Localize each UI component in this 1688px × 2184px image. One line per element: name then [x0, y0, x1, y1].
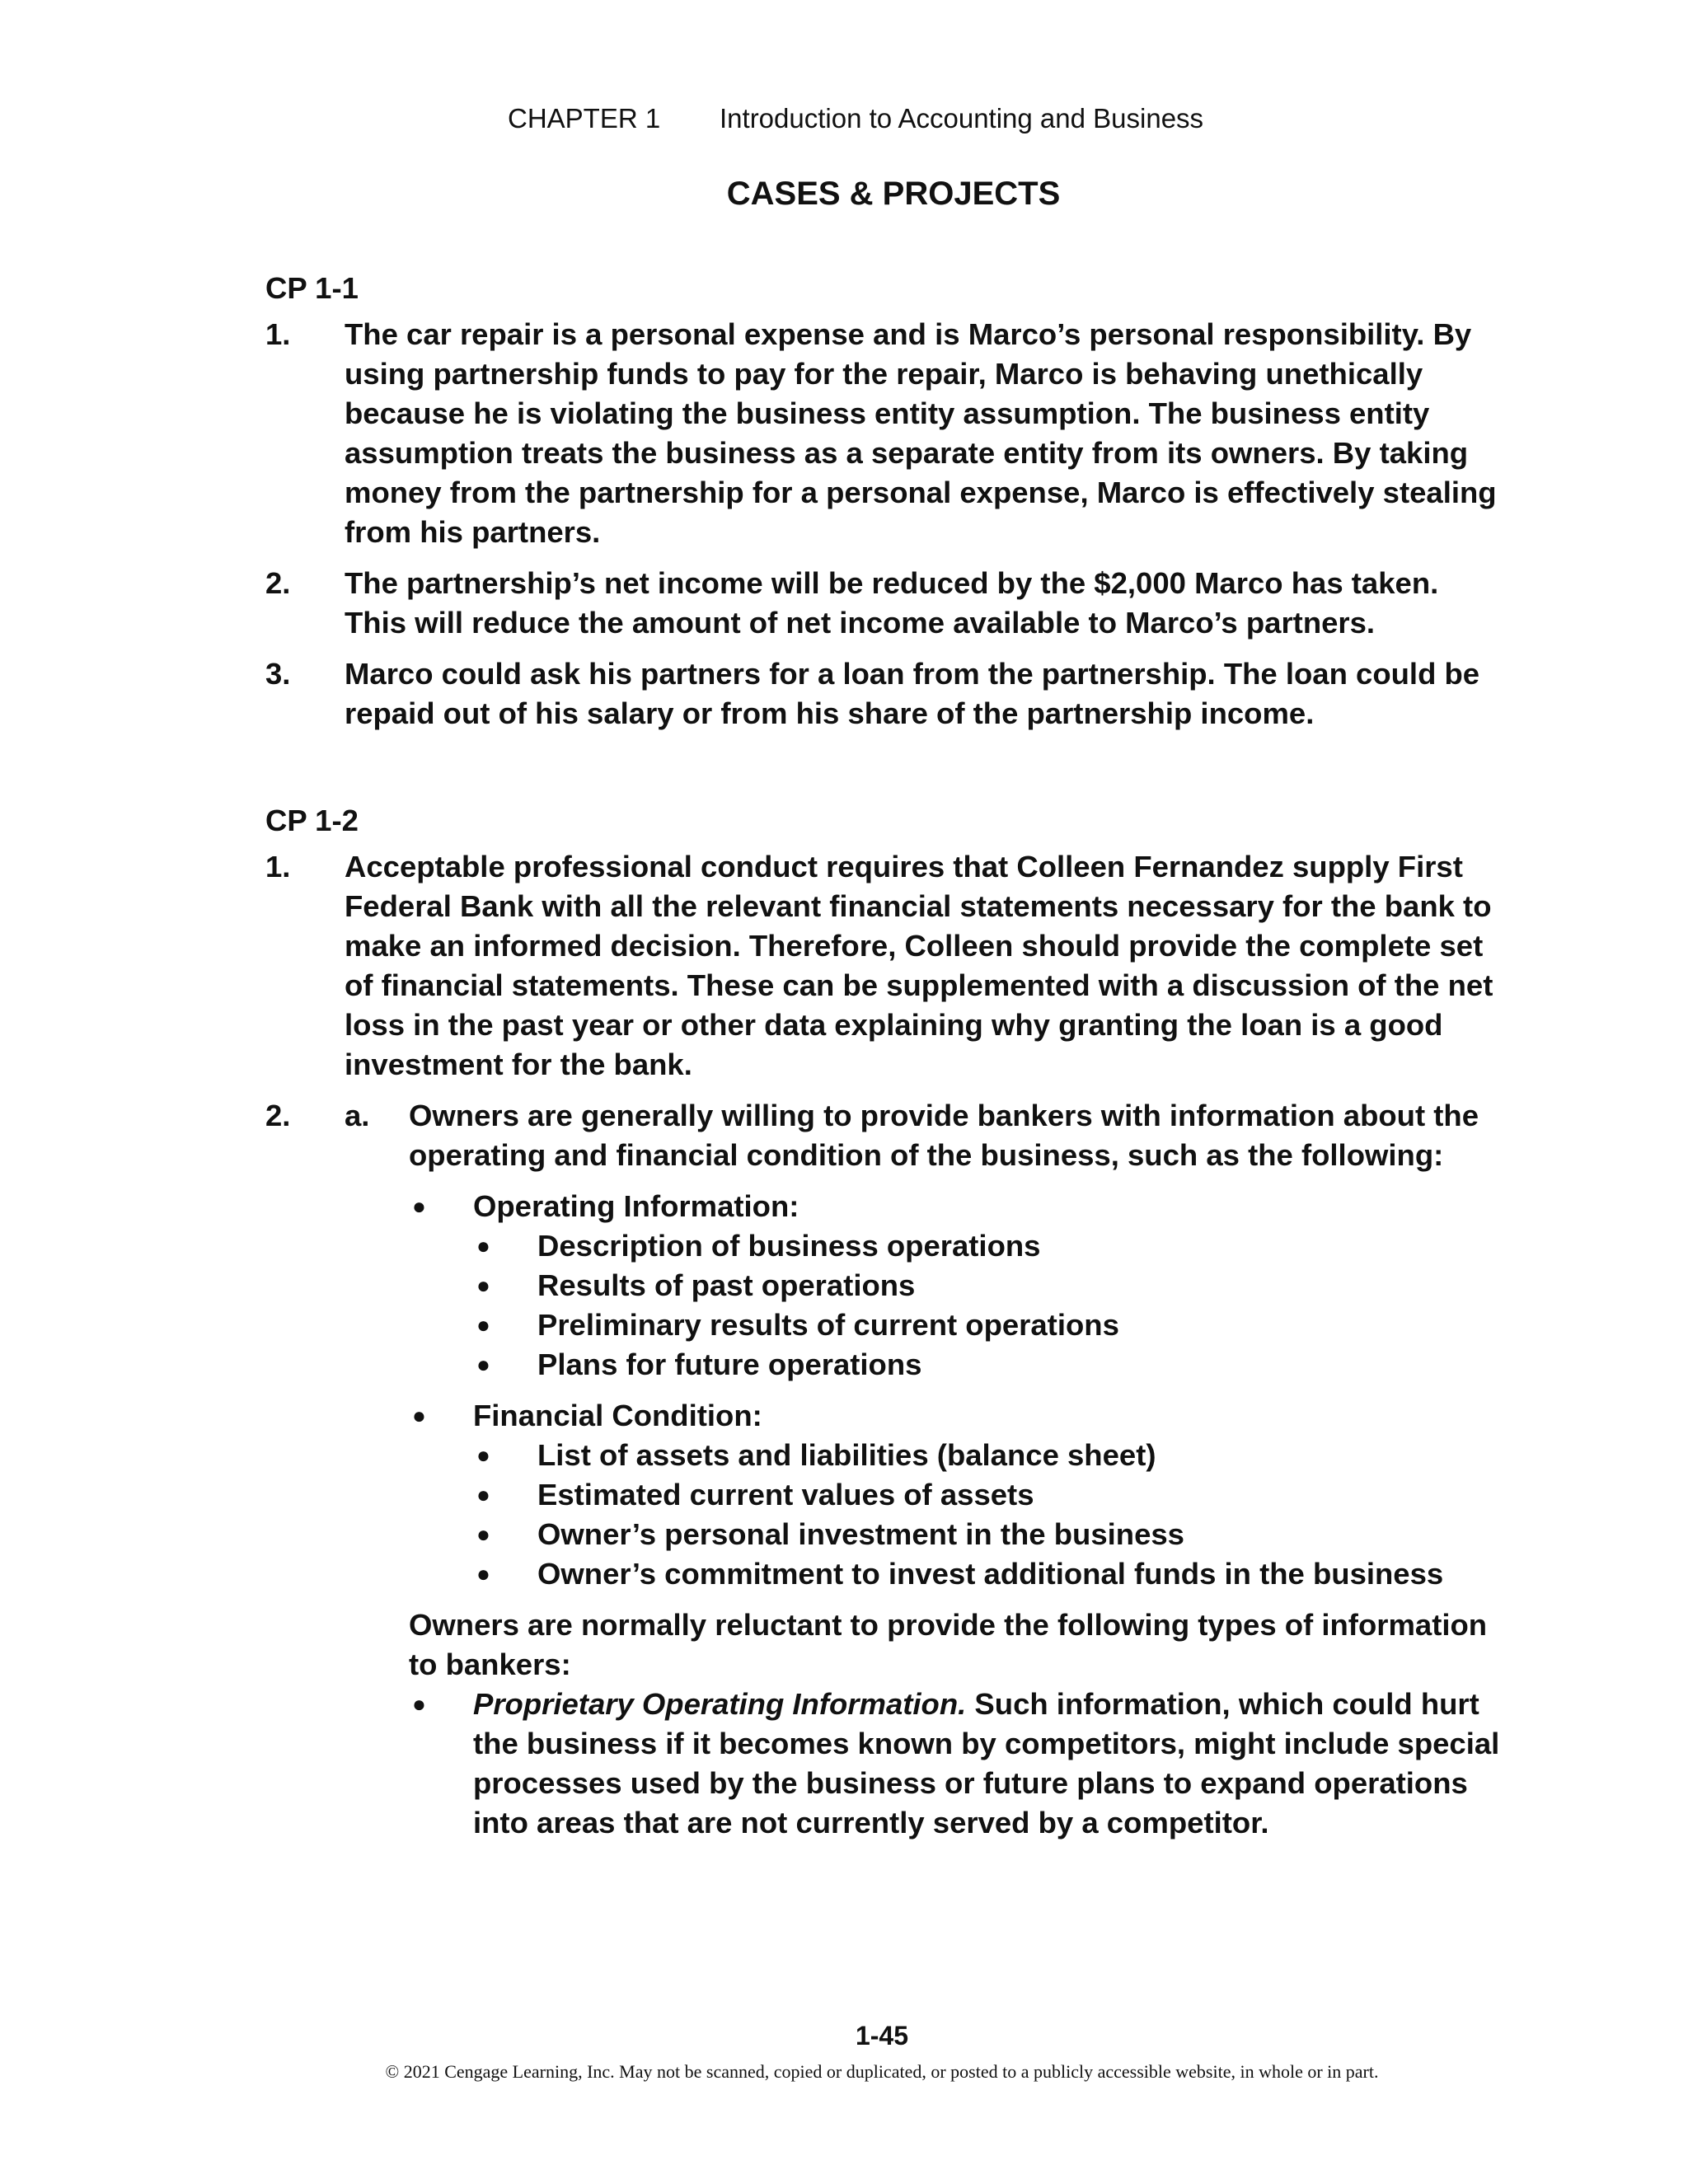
chapter-title: Introduction to Accounting and Business	[720, 103, 1204, 134]
nested-bullet	[473, 1515, 1502, 1554]
page-number: 1-45	[855, 2021, 909, 2050]
list-item	[265, 654, 1502, 733]
item-number: 2.	[265, 566, 291, 600]
item-number: 1.	[265, 317, 291, 351]
bullet-icon: ●	[476, 1561, 490, 1586]
nested-bullet-text: Estimated current values of assets	[537, 1478, 1034, 1511]
bullet-icon: ●	[476, 1312, 490, 1338]
bullet-title: Operating Information:	[473, 1189, 799, 1223]
item-number: 1.	[265, 850, 291, 883]
nested-bullet	[473, 1226, 1502, 1266]
bullet-icon: ●	[476, 1442, 490, 1468]
sub-item-intro: Owners are generally willing to provide bankers with information about the operating and financial condition of the business, such as the following:	[409, 1099, 1479, 1172]
bullet-icon: ●	[412, 1691, 426, 1717]
item-text: Marco could ask his partners for a loan from the partnership. The loan could be repaid out of his salary or from his share of the partnership income.	[345, 657, 1480, 730]
nested-bullet-text: Owner’s commitment to invest additional funds in the business	[537, 1557, 1444, 1591]
list-item	[265, 1096, 1502, 1843]
case-heading: CP 1-1	[265, 271, 359, 305]
nested-bullet	[473, 1345, 1502, 1385]
nested-bullet	[473, 1475, 1502, 1515]
nested-bullet-text: Description of business operations	[537, 1229, 1041, 1263]
bullet-text: Such information, which could hurt the business if it becomes known by competitors, might include special processes used by the business or future plans to expand operations into areas that are not currently served by a competitor.	[473, 1687, 1500, 1840]
bullet-label: Proprietary Operating Information.	[473, 1687, 967, 1721]
list-item	[265, 564, 1502, 643]
bullet-icon: ●	[476, 1272, 490, 1298]
item-text: Acceptable professional conduct requires that Colleen Fernandez supply First Federal Bank with all the relevant financial statements necessary for the bank to make an informed decision. Therefore, Colleen should provide the complete set of financial statements. These can be supplemented with a discussion of the net loss in the past year or other data explaining why granting the loan is a good investment for the bank.	[345, 850, 1493, 1081]
nested-bullet-text: Owner’s personal investment in the business	[537, 1517, 1184, 1551]
sub-item-letter: a.	[345, 1099, 370, 1132]
bullet-proprietary-information	[409, 1685, 1502, 1843]
list-item	[265, 847, 1502, 1085]
bullet-icon: ●	[412, 1193, 426, 1219]
nested-bullet-text: List of assets and liabilities (balance sheet)	[537, 1438, 1156, 1472]
chapter-number: CHAPTER 1	[508, 103, 661, 134]
nested-bullet-text: Results of past operations	[537, 1268, 916, 1302]
nested-bullet	[473, 1554, 1502, 1594]
bullet-title: Financial Condition:	[473, 1399, 762, 1432]
case-cp-1-1	[265, 269, 1502, 745]
item-number: 2.	[265, 1099, 291, 1132]
bullet-icon: ●	[476, 1482, 490, 1507]
nested-bullet-text: Preliminary results of current operations	[537, 1308, 1119, 1342]
bullet-icon: ●	[412, 1403, 426, 1428]
case-cp-1-2	[265, 801, 1502, 1854]
bullet-body	[473, 1685, 1502, 1843]
item-number: 3.	[265, 657, 291, 691]
nested-bullet	[473, 1436, 1502, 1475]
nested-bullet	[473, 1305, 1502, 1345]
list-item	[265, 315, 1502, 552]
sub-item-a	[345, 1096, 1502, 1843]
section-title: CASES & PROJECTS	[726, 176, 1061, 212]
copyright-footer: © 2021 Cengage Learning, Inc. May not be scanned, copied or duplicated, or posted to a publicly accessible website, in whole or in part.	[385, 2061, 1379, 2082]
nested-bullet	[473, 1266, 1502, 1305]
bullet-financial-condition	[409, 1396, 1502, 1594]
case-heading: CP 1-2	[265, 804, 359, 837]
item-text: The partnership’s net income will be reduced by the $2,000 Marco has taken. This will reduce the amount of net income available to Marco’s partners.	[345, 566, 1439, 640]
nested-bullet-text: Plans for future operations	[537, 1347, 922, 1381]
bullet-operating-information	[409, 1187, 1502, 1385]
reluctant-intro: Owners are normally reluctant to provide the following types of information to bankers:	[409, 1608, 1488, 1681]
bullet-icon: ●	[476, 1352, 490, 1377]
bullet-icon: ●	[476, 1233, 490, 1258]
item-text: The car repair is a personal expense and is Marco’s personal responsibility. By using partnership funds to pay for the repair, Marco is behaving unethically because he is violating the business entity assumption. The business entity assumption treats the business as a separate entity from its owners. By taking money from the partnership for a personal expense, Marco is effectively stealing from his partners.	[345, 317, 1497, 549]
bullet-icon: ●	[476, 1521, 490, 1547]
